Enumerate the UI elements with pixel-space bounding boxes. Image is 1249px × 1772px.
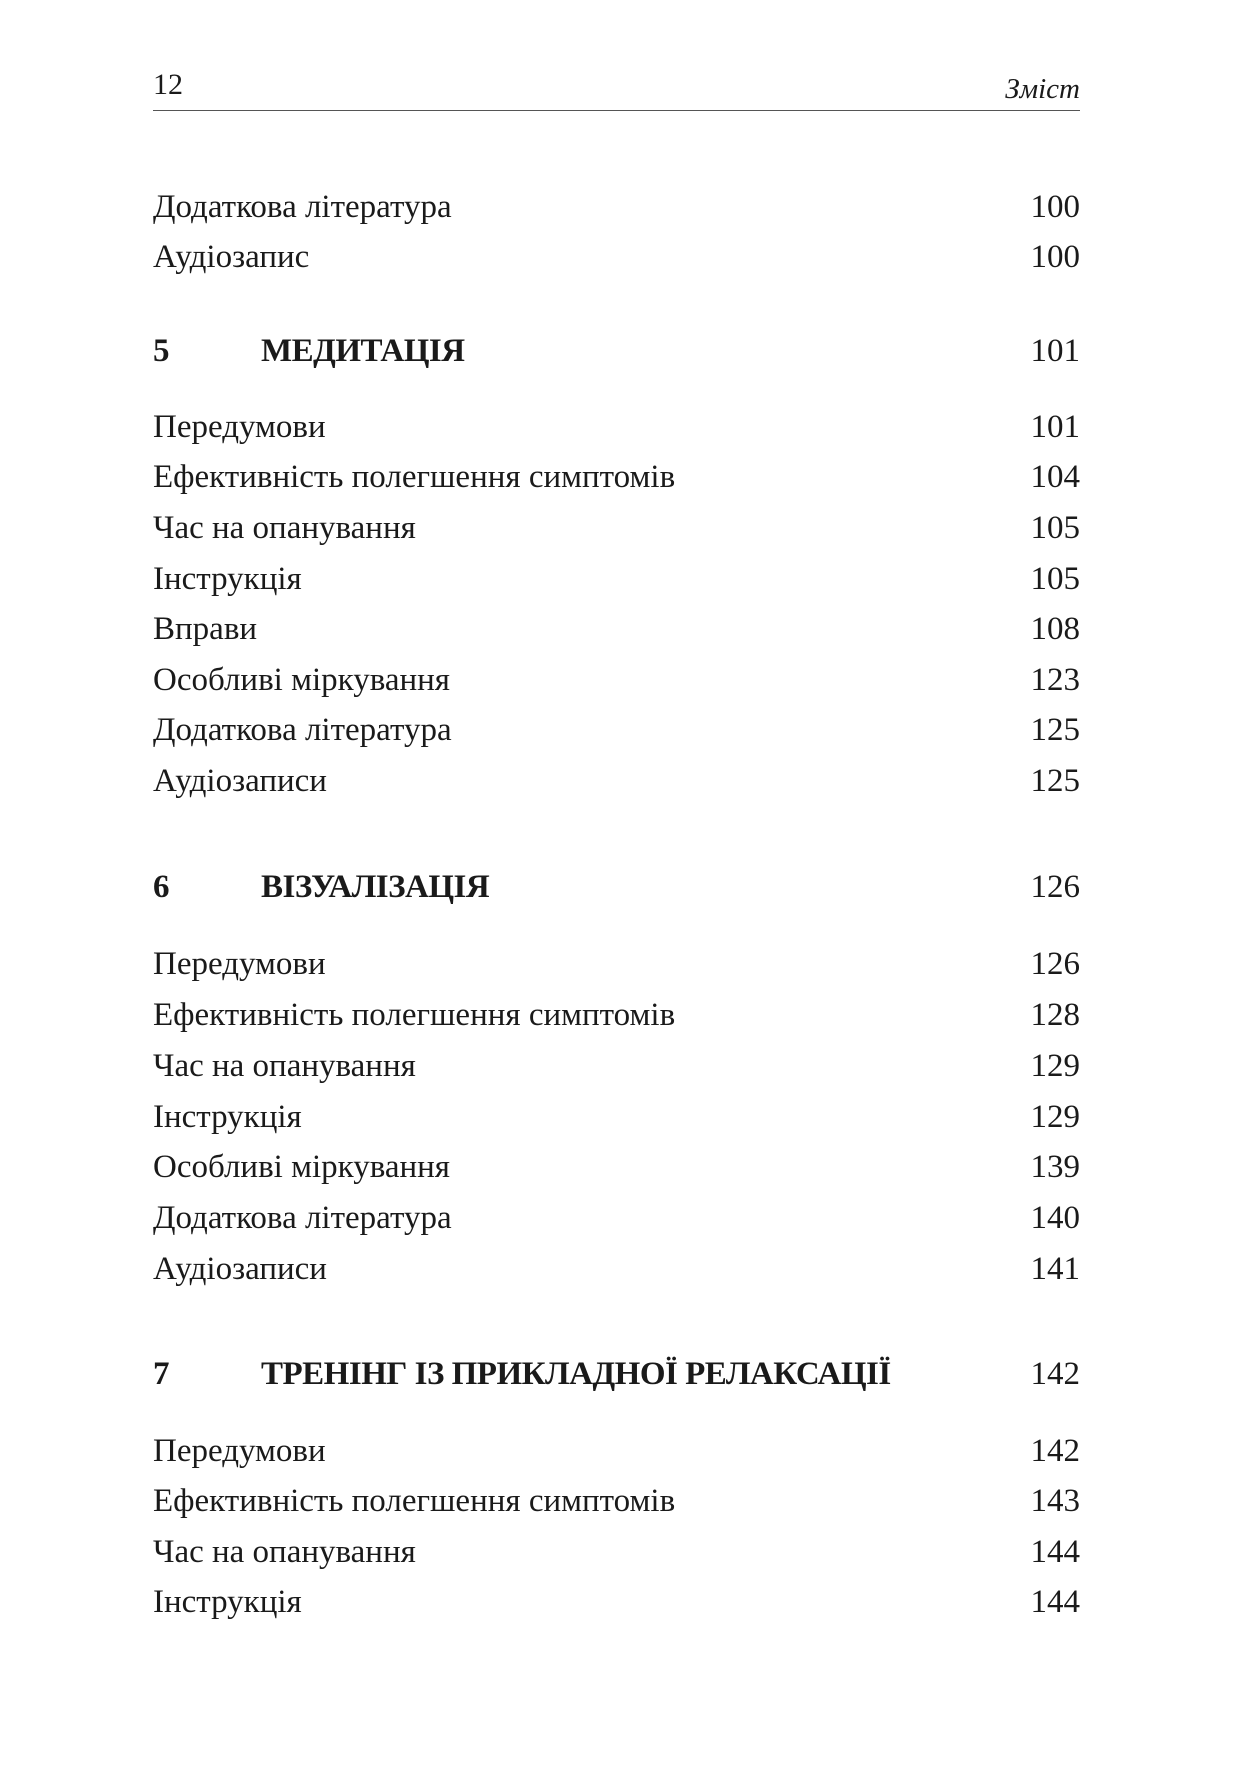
page-header [153, 66, 1080, 111]
toc-entry [153, 1092, 1080, 1143]
page-ref: 140 [1030, 1200, 1080, 1236]
chapter-number: 7 [153, 1356, 170, 1392]
toc-entry [153, 1041, 1080, 1092]
entry-title: Додаткова література [153, 189, 452, 225]
entry-title: Час на опанування [153, 1534, 416, 1570]
toc-chapter-heading [153, 862, 1080, 913]
entry-title: Передумови [153, 946, 326, 982]
toc-entry [153, 1476, 1080, 1527]
page-ref: 100 [1030, 189, 1080, 225]
toc-entry [153, 939, 1080, 990]
entry-title: Аудіозапис [153, 239, 310, 275]
entry-title: Особливі міркування [153, 1149, 450, 1185]
entry-title: Аудіозаписи [153, 763, 327, 799]
page-ref: 125 [1030, 763, 1080, 799]
entry-title: Інструкція [153, 1584, 302, 1620]
page-ref: 101 [1030, 333, 1080, 369]
page-ref: 142 [1030, 1433, 1080, 1469]
page-ref: 144 [1030, 1584, 1080, 1620]
page-ref: 101 [1030, 409, 1080, 445]
page-ref: 100 [1030, 239, 1080, 275]
entry-title: Інструкція [153, 1099, 302, 1135]
toc-entry [153, 503, 1080, 554]
entry-title: Додаткова література [153, 1200, 452, 1236]
toc-entry [153, 232, 1080, 283]
toc-chapter-heading [153, 326, 1080, 377]
chapter-number: 5 [153, 333, 170, 369]
page-ref: 108 [1030, 611, 1080, 647]
entry-title: Додаткова література [153, 712, 452, 748]
page-ref: 139 [1030, 1149, 1080, 1185]
toc-entry [153, 1577, 1080, 1628]
toc-entry [153, 655, 1080, 706]
page-ref: 128 [1030, 997, 1080, 1033]
toc-entry [153, 182, 1080, 233]
toc-entry [153, 554, 1080, 605]
toc-entry [153, 402, 1080, 453]
entry-title: Вправи [153, 611, 258, 647]
entry-title: Аудіозаписи [153, 1251, 327, 1287]
page-number: 12 [153, 68, 183, 101]
toc-entry [153, 1142, 1080, 1193]
toc-entry [153, 756, 1080, 807]
toc-entry [153, 1527, 1080, 1578]
page-ref: 142 [1030, 1356, 1080, 1392]
page-ref: 126 [1030, 946, 1080, 982]
entry-title: Передумови [153, 1433, 326, 1469]
entry-title: Час на опанування [153, 1048, 416, 1084]
entry-title: Ефективність полегшення симптомів [153, 997, 676, 1033]
page-ref: 105 [1030, 561, 1080, 597]
page-ref: 105 [1030, 510, 1080, 546]
page-ref: 144 [1030, 1534, 1080, 1570]
toc-entry [153, 1193, 1080, 1244]
page-ref: 141 [1030, 1251, 1080, 1287]
toc-entry [153, 1426, 1080, 1477]
entry-title: Ефективність полегшення симптомів [153, 459, 676, 495]
page-ref: 104 [1030, 459, 1080, 495]
page-ref: 126 [1030, 869, 1080, 905]
toc-entry [153, 705, 1080, 756]
entry-title: Особливі міркування [153, 662, 450, 698]
toc-entry [153, 1244, 1080, 1295]
toc-entry [153, 604, 1080, 655]
entry-title: Час на опанування [153, 510, 416, 546]
toc-entry [153, 990, 1080, 1041]
page-ref: 143 [1030, 1483, 1080, 1519]
toc-entry [153, 452, 1080, 503]
entry-title: Передумови [153, 409, 326, 445]
entry-title: Інструкція [153, 561, 302, 597]
chapter-title: МЕДИТАЦІЯ [261, 333, 465, 369]
running-head: Зміст [1005, 73, 1080, 105]
page-ref: 123 [1030, 662, 1080, 698]
page-ref: 129 [1030, 1048, 1080, 1084]
toc-chapter-heading [153, 1349, 1080, 1400]
chapter-title: ТРЕНІНГ ІЗ ПРИКЛАДНОЇ РЕЛАКСАЦІЇ [261, 1356, 891, 1392]
chapter-title: ВІЗУАЛІЗАЦІЯ [261, 869, 490, 905]
chapter-number: 6 [153, 869, 170, 905]
page-ref: 129 [1030, 1099, 1080, 1135]
page-ref: 125 [1030, 712, 1080, 748]
entry-title: Ефективність полегшення симптомів [153, 1483, 676, 1519]
